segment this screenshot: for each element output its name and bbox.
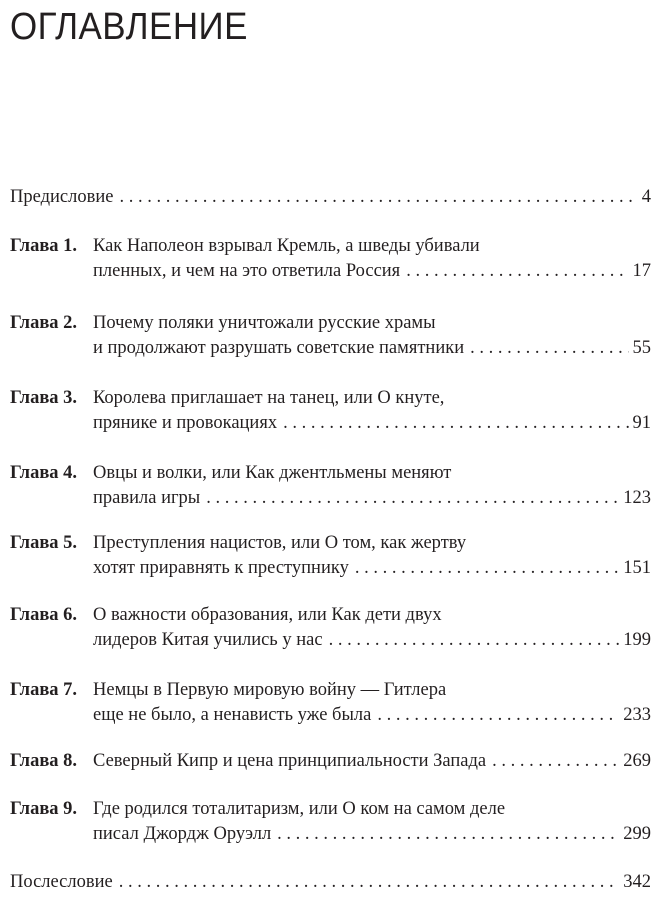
toc-entry-chapter-7[interactable] — [10, 678, 651, 728]
chapter-label: Глава 8. — [10, 751, 78, 771]
chapter-title-line-2: пленных, и чем на это ответила Россия — [93, 261, 401, 281]
dot-leader — [329, 628, 620, 653]
dot-leader — [119, 185, 637, 210]
chapter-title-line-1: Королева приглашает на танец, или О кнуте, — [93, 388, 445, 408]
chapter-title-line-1: Овцы и волки, или Как джентльмены меняют — [93, 463, 452, 483]
dot-leader — [355, 556, 619, 581]
toc-page-number: 123 — [623, 488, 651, 508]
chapter-title-line-2: прянике и провокациях — [93, 413, 278, 433]
chapter-label: Глава 2. — [10, 313, 78, 333]
page-title: ОГЛАВЛЕНИЕ — [10, 6, 248, 48]
toc-entry-text: Послесловие — [10, 872, 113, 892]
toc-page-number: 151 — [623, 558, 651, 578]
chapter-title-line-2: писал Джордж Оруэлл — [93, 824, 272, 844]
toc-entry-chapter-5[interactable] — [10, 531, 651, 581]
chapter-title-line-1: Где родился тоталитаризм, или О ком на самом деле — [93, 799, 506, 819]
chapter-title-line-2: еще не было, а ненависть уже была — [93, 705, 372, 725]
dot-leader — [119, 870, 620, 895]
toc-page-number: 17 — [632, 261, 651, 281]
toc-entry-chapter-6[interactable] — [10, 603, 651, 653]
toc-page-number: 269 — [623, 751, 651, 771]
chapter-label: Глава 6. — [10, 605, 78, 625]
chapter-title-line-1: Северный Кипр и цена принципиальности Запада — [93, 751, 487, 771]
toc-page-number: 199 — [623, 630, 651, 650]
toc-entry-text: Предисловие — [10, 187, 114, 207]
dot-leader — [492, 749, 619, 774]
dot-leader — [406, 259, 628, 284]
chapter-title-line-2: и продолжают разрушать советские памятники — [93, 338, 465, 358]
chapter-title-line-1: Как Наполеон взрывал Кремль, а шведы убивали — [93, 236, 480, 256]
toc-entry-chapter-1[interactable] — [10, 234, 651, 284]
chapter-label: Глава 5. — [10, 533, 78, 553]
toc-entry-chapter-4[interactable] — [10, 461, 651, 511]
chapter-title-line-2: правила игры — [93, 488, 201, 508]
toc-entry-chapter-9[interactable] — [10, 797, 651, 847]
dot-leader — [470, 336, 628, 361]
toc-entry-afterword[interactable] — [10, 870, 651, 895]
chapter-label: Глава 9. — [10, 799, 78, 819]
toc-page-number: 4 — [641, 187, 651, 207]
dot-leader — [277, 822, 619, 847]
chapter-title-line-1: Преступления нацистов, или О том, как жертву — [93, 533, 467, 553]
dot-leader — [283, 411, 628, 436]
chapter-title-line-1: О важности образования, или Как дети двух — [93, 605, 442, 625]
chapter-title-line-2: лидеров Китая учились у нас — [93, 630, 323, 650]
chapter-label: Глава 1. — [10, 236, 78, 256]
toc-page-number: 233 — [623, 705, 651, 725]
dot-leader — [377, 703, 619, 728]
chapter-label: Глава 7. — [10, 680, 78, 700]
dot-leader — [206, 486, 619, 511]
chapter-title-line-1: Почему поляки уничтожали русские храмы — [93, 313, 436, 333]
toc-entry-chapter-8[interactable] — [10, 749, 651, 774]
toc-entry-chapter-3[interactable] — [10, 386, 651, 436]
chapter-label: Глава 3. — [10, 388, 78, 408]
toc-page-number: 299 — [623, 824, 651, 844]
toc-entry-chapter-2[interactable] — [10, 311, 651, 361]
toc-page-number: 91 — [632, 413, 651, 433]
toc-entry-preface[interactable] — [10, 185, 651, 210]
toc-page-number: 342 — [623, 872, 651, 892]
chapter-title-line-2: хотят приравнять к преступнику — [93, 558, 349, 578]
toc-page-number: 55 — [632, 338, 651, 358]
chapter-label: Глава 4. — [10, 463, 78, 483]
chapter-title-line-1: Немцы в Первую мировую войну — Гитлера — [93, 680, 447, 700]
